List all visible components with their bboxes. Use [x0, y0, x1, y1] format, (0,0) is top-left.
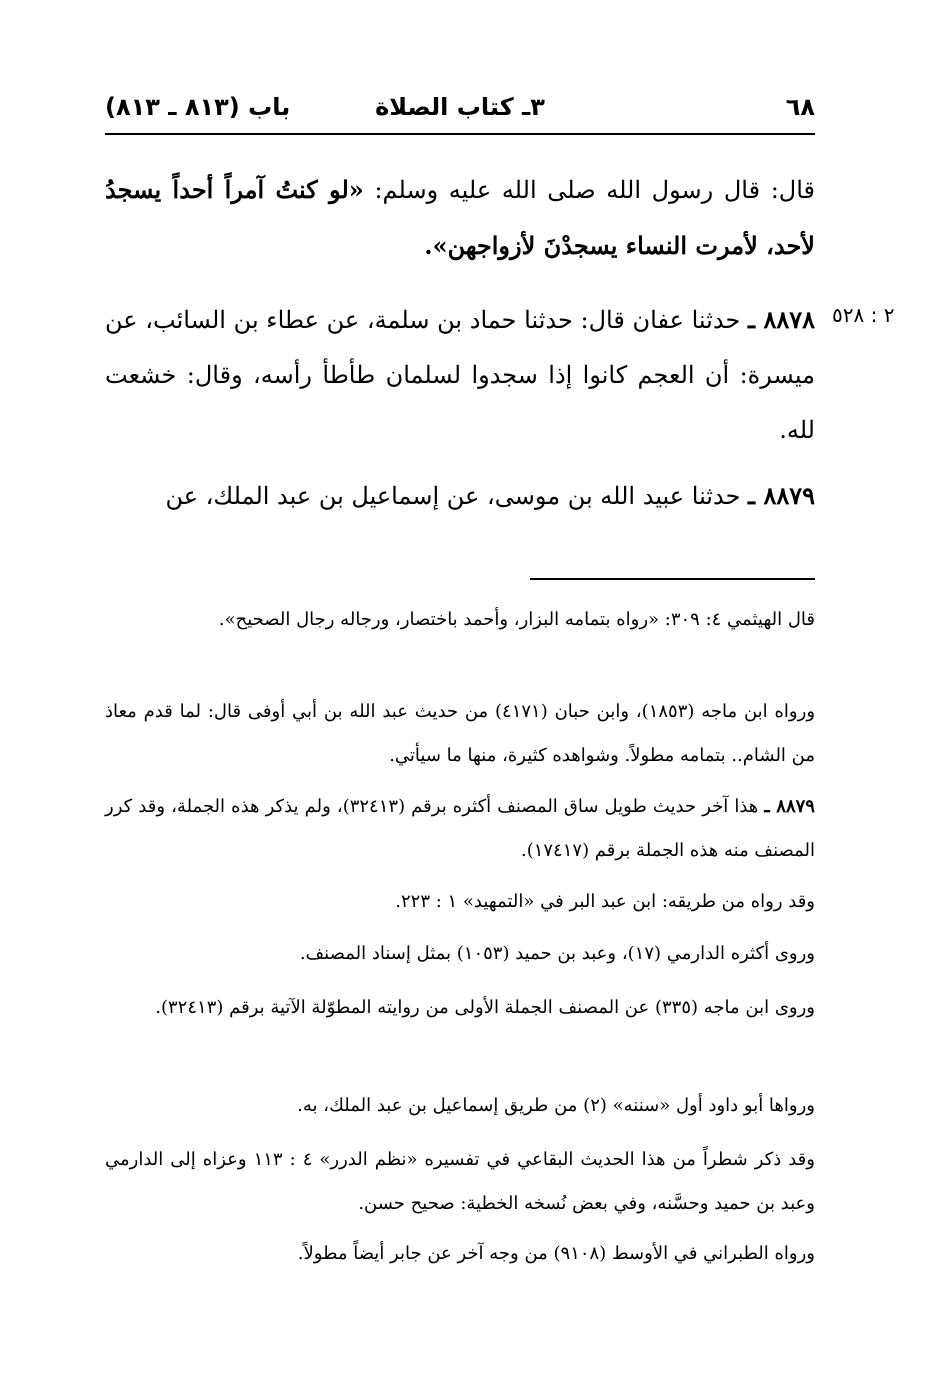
hadith-continuation: [105, 162, 815, 274]
footnote-paragraph: وقد ذكر شطراً من هذا الحديث البقاعي في تفسيره «نظم الدرر» ٤ : ١١٣ وعزاه إلى الدارمي وعبد بن حميد وحسَّنه، وفي بعض نُسخه الخطية: صحيح حسن.: [105, 1149, 815, 1214]
footnote-paragraph: قال الهيثمي ٤: ٣٠٩: «رواه بتمامه البزار، وأحمد باختصار، ورجاله رجال الصحيح».: [218, 609, 815, 630]
footnote-text: هذا آخر حديث طويل ساق المصنف أكثره برقم (٣٢٤١٣)، ولم يذكر هذه الجملة، وقد كرر المصنف منه هذه الجملة برقم (١٧٤١٧).: [105, 796, 815, 861]
footnote-paragraph: ورواه ابن ماجه (١٨٥٣)، وابن حبان (٤١٧١) من حديث عبد الله بن أبي أوفى قال: لما قدم معاذ من الشام.. بتمامه مطولاً. وشواهده كثيرة، منها ما سيأتي.: [105, 701, 816, 766]
margin-reference: ٢ : ٥٢٨: [832, 303, 895, 327]
hadith-text: حدثنا عفان قال: حدثنا حماد بن سلمة، عن عطاء بن السائب، عن ميسرة: أن العجم كانوا إذا سجدوا لسلمان طأطأ رأسه، وقال: خشعت لله.: [105, 306, 815, 444]
hadith-text: حدثنا عبيد الله بن موسى، عن إسماعيل بن عبد الملك، عن: [165, 482, 749, 510]
footnote-paragraph: ورواها أبو داود أول «سننه» (٢) من طريق إسماعيل بن عبد الملك، به.: [297, 1095, 815, 1116]
footnote-paragraph: وروى ابن ماجه (٣٣٥) عن المصنف الجملة الأولى من روايته المطوّلة الآتية برقم (٣٢٤١٣).: [155, 997, 815, 1018]
section-range: باب (٨١٣ ـ ٨١٣): [105, 93, 291, 121]
footnote-divider: [530, 578, 815, 580]
footnote-paragraph: وقد رواه من طريقه: ابن عبد البر في «التمهيد» ١ : ٢٢٣.: [395, 891, 815, 912]
hadith-8878: [105, 292, 815, 458]
page-number: ٦٨: [785, 93, 815, 121]
chapter-title: ٣ـ كتاب الصلاة: [375, 93, 545, 121]
hadith-number: ٨٨٧٨ ـ: [747, 305, 815, 334]
footnote-paragraph: ورواه الطبراني في الأوسط (٩١٠٨) من وجه آخر عن جابر أيضاً مطولاً.: [297, 1243, 815, 1264]
hadith-number: ٨٨٧٩ ـ: [748, 481, 815, 510]
hadith-8879: [105, 468, 815, 524]
hadith-intro: قال: قال رسول الله صلى الله عليه وسلم:: [363, 176, 816, 204]
header-divider: [105, 133, 815, 135]
hadith-quote: «لو كنتُ آمراً أحداً يسجدُ لأحد، لأمرت النساء يسجدْنَ لأزواجهن».: [105, 175, 815, 260]
running-header: [105, 88, 815, 128]
footnote-paragraph: وروى أكثره الدارمي (١٧)، وعبد بن حميد (١٠٥٣) بمثل إسناد المصنف.: [299, 943, 815, 964]
footnote-paragraph: [105, 785, 815, 873]
footnote-number: ٨٨٧٩ ـ: [764, 796, 815, 817]
